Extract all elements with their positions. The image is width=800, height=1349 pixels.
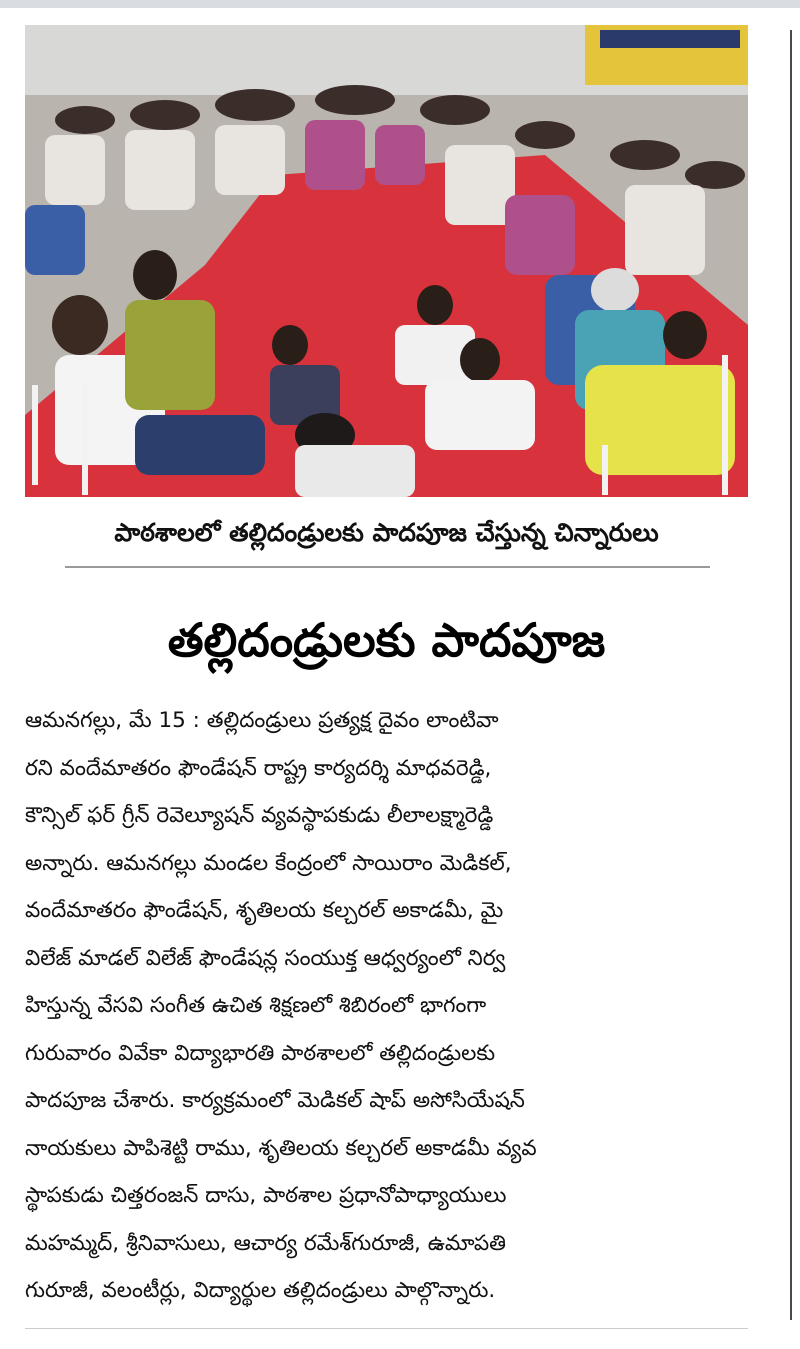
body-line: వందేమాతరం ఫౌండేషన్, శృతిలయ కల్చరల్ అకాడమీ, మై — [25, 898, 504, 923]
body-line: హిస్తున్న వేసవి సంగీత ఉచిత శిక్షణలో శిబిరంలో భాగంగా — [25, 993, 487, 1018]
body-line: అన్నారు. ఆమనగల్లు మండల కేంద్రంలో సాయిరాం మెడికల్, — [25, 850, 512, 876]
article-headline: తల్లిదండ్రులకు పాదపూజ — [167, 613, 606, 667]
caption-divider — [65, 566, 710, 568]
photo-caption: పాఠశాలలో తల్లిదండ్రులకు పాదపూజ చేస్తున్న చిన్నారులు — [114, 518, 659, 547]
body-line: రని వందేమాతరం ఫౌండేషన్ రాష్ట్ర కార్యదర్శి మాధవరెడ్డి, — [25, 755, 492, 781]
top-bar — [0, 0, 800, 8]
news-photo — [25, 25, 748, 497]
body-line: పాదపూజ చేశారు. కార్యక్రమంలో మెడికల్ షాప్ అసోసియేషన్ — [25, 1088, 525, 1113]
body-line: కౌన్సిల్ ఫర్ గ్రీన్ రెవెల్యూషన్ వ్యవస్థాపకుడు లీలాలక్ష్మారెడ్డి — [25, 803, 494, 828]
body-line: గురూజీ, వలంటీర్లు, విద్యార్థుల తల్లిదండ్రులు పాల్గొన్నారు. — [25, 1278, 496, 1303]
bottom-divider — [25, 1328, 748, 1329]
body-line: ఆమనగల్లు, మే 15 : తల్లిదండ్రులు ప్రత్యక్ష దైవం లాంటివా — [25, 708, 499, 733]
body-line: విలేజ్ మాడల్ విలేజ్ ఫౌండేషన్ల సంయుక్త ఆధ్వర్యంలో నిర్వ — [25, 945, 506, 971]
column-divider — [790, 30, 792, 1320]
body-line: మహమ్మద్, శ్రీనివాసులు, ఆచార్య రమేశ్‌గురూజీ, ఉమాపతి — [25, 1230, 506, 1256]
body-line: గురువారం వివేకా విద్యాభారతి పాఠశాలలో తల్లిదండ్రులకు — [25, 1040, 496, 1066]
article-body — [25, 697, 753, 1315]
body-line: నాయకులు పాపిశెట్టి రాము, శృతిలయ కల్చరల్ అకాడమీ వ్యవ — [25, 1135, 537, 1161]
body-line: స్థాపకుడు చిత్తరంజన్ దాసు, పాఠశాల ప్రధానోపాధ్యాయులు — [25, 1183, 507, 1208]
